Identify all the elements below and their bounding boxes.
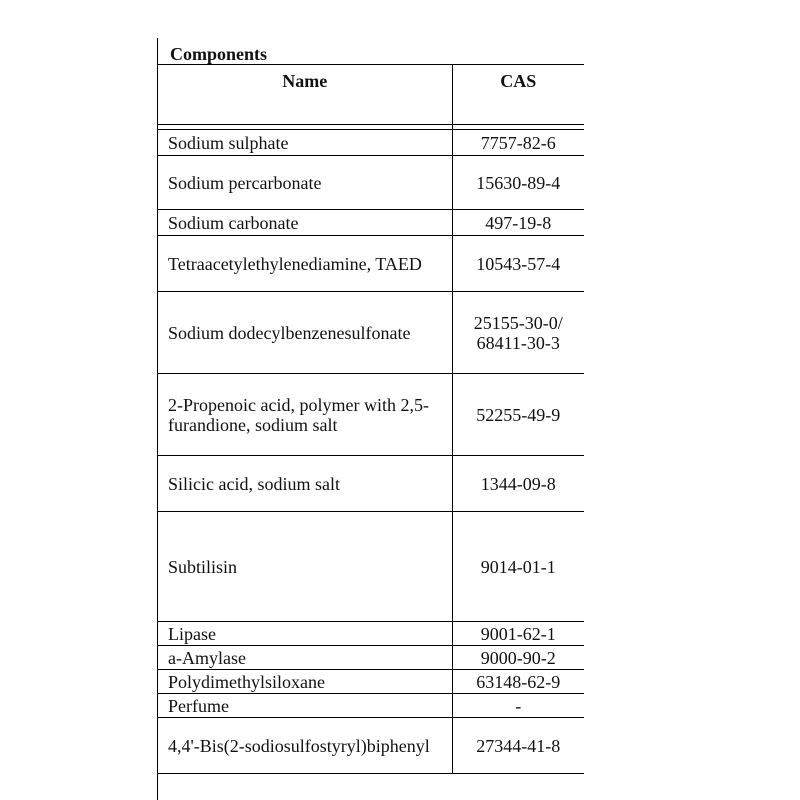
table-row [158, 156, 584, 210]
cas-number: 25155-30-0/ 68411-30-3 [452, 292, 584, 374]
component-name: a-Amylase [158, 646, 452, 670]
column-header-cas: CAS [452, 65, 584, 125]
table-row [158, 236, 584, 292]
component-name: Sodium carbonate [158, 210, 452, 236]
cas-number: 27344-41-8 [452, 718, 584, 774]
component-name: 4,4'-Bis(2-sodiosulfostyryl)biphenyl [158, 718, 452, 774]
cas-number: 52255-49-9 [452, 374, 584, 456]
cas-number: 1344-09-8 [452, 456, 584, 512]
table-row [158, 718, 584, 774]
component-name: Silicic acid, sodium salt [158, 456, 452, 512]
cas-number: 63148-62-9 [452, 670, 584, 694]
table-heading: Components [170, 44, 268, 64]
cas-number: 7757-82-6 [452, 130, 584, 156]
cas-number: - [452, 694, 584, 718]
cas-number: 15630-89-4 [452, 156, 584, 210]
cas-number: 9001-62-1 [452, 622, 584, 646]
table-row [158, 130, 584, 156]
table-row [158, 694, 584, 718]
cas-number: 10543-57-4 [452, 236, 584, 292]
table-row [158, 646, 584, 670]
cas-number: 9000-90-2 [452, 646, 584, 670]
component-name: Tetraacetylethylenediamine, TAED [158, 236, 452, 292]
components-table-container [158, 64, 584, 800]
header-row [158, 65, 584, 125]
component-name: 2-Propenoic acid, polymer with 2,5-furandione, sodium salt [158, 374, 452, 456]
component-name: Subtilisin [158, 512, 452, 622]
components-table [158, 64, 584, 774]
component-name: Sodium dodecylbenzenesulfonate [158, 292, 452, 374]
table-row [158, 512, 584, 622]
component-name: Perfume [158, 694, 452, 718]
column-header-name: Name [158, 65, 452, 125]
cas-number: 9014-01-1 [452, 512, 584, 622]
component-name: Polydimethylsiloxane [158, 670, 452, 694]
component-name: Sodium percarbonate [158, 156, 452, 210]
component-name: Sodium sulphate [158, 130, 452, 156]
cas-number: 497-19-8 [452, 210, 584, 236]
table-row [158, 210, 584, 236]
table-row [158, 670, 584, 694]
table-row [158, 292, 584, 374]
table-row [158, 456, 584, 512]
table-row [158, 374, 584, 456]
table-row [158, 622, 584, 646]
component-name: Lipase [158, 622, 452, 646]
